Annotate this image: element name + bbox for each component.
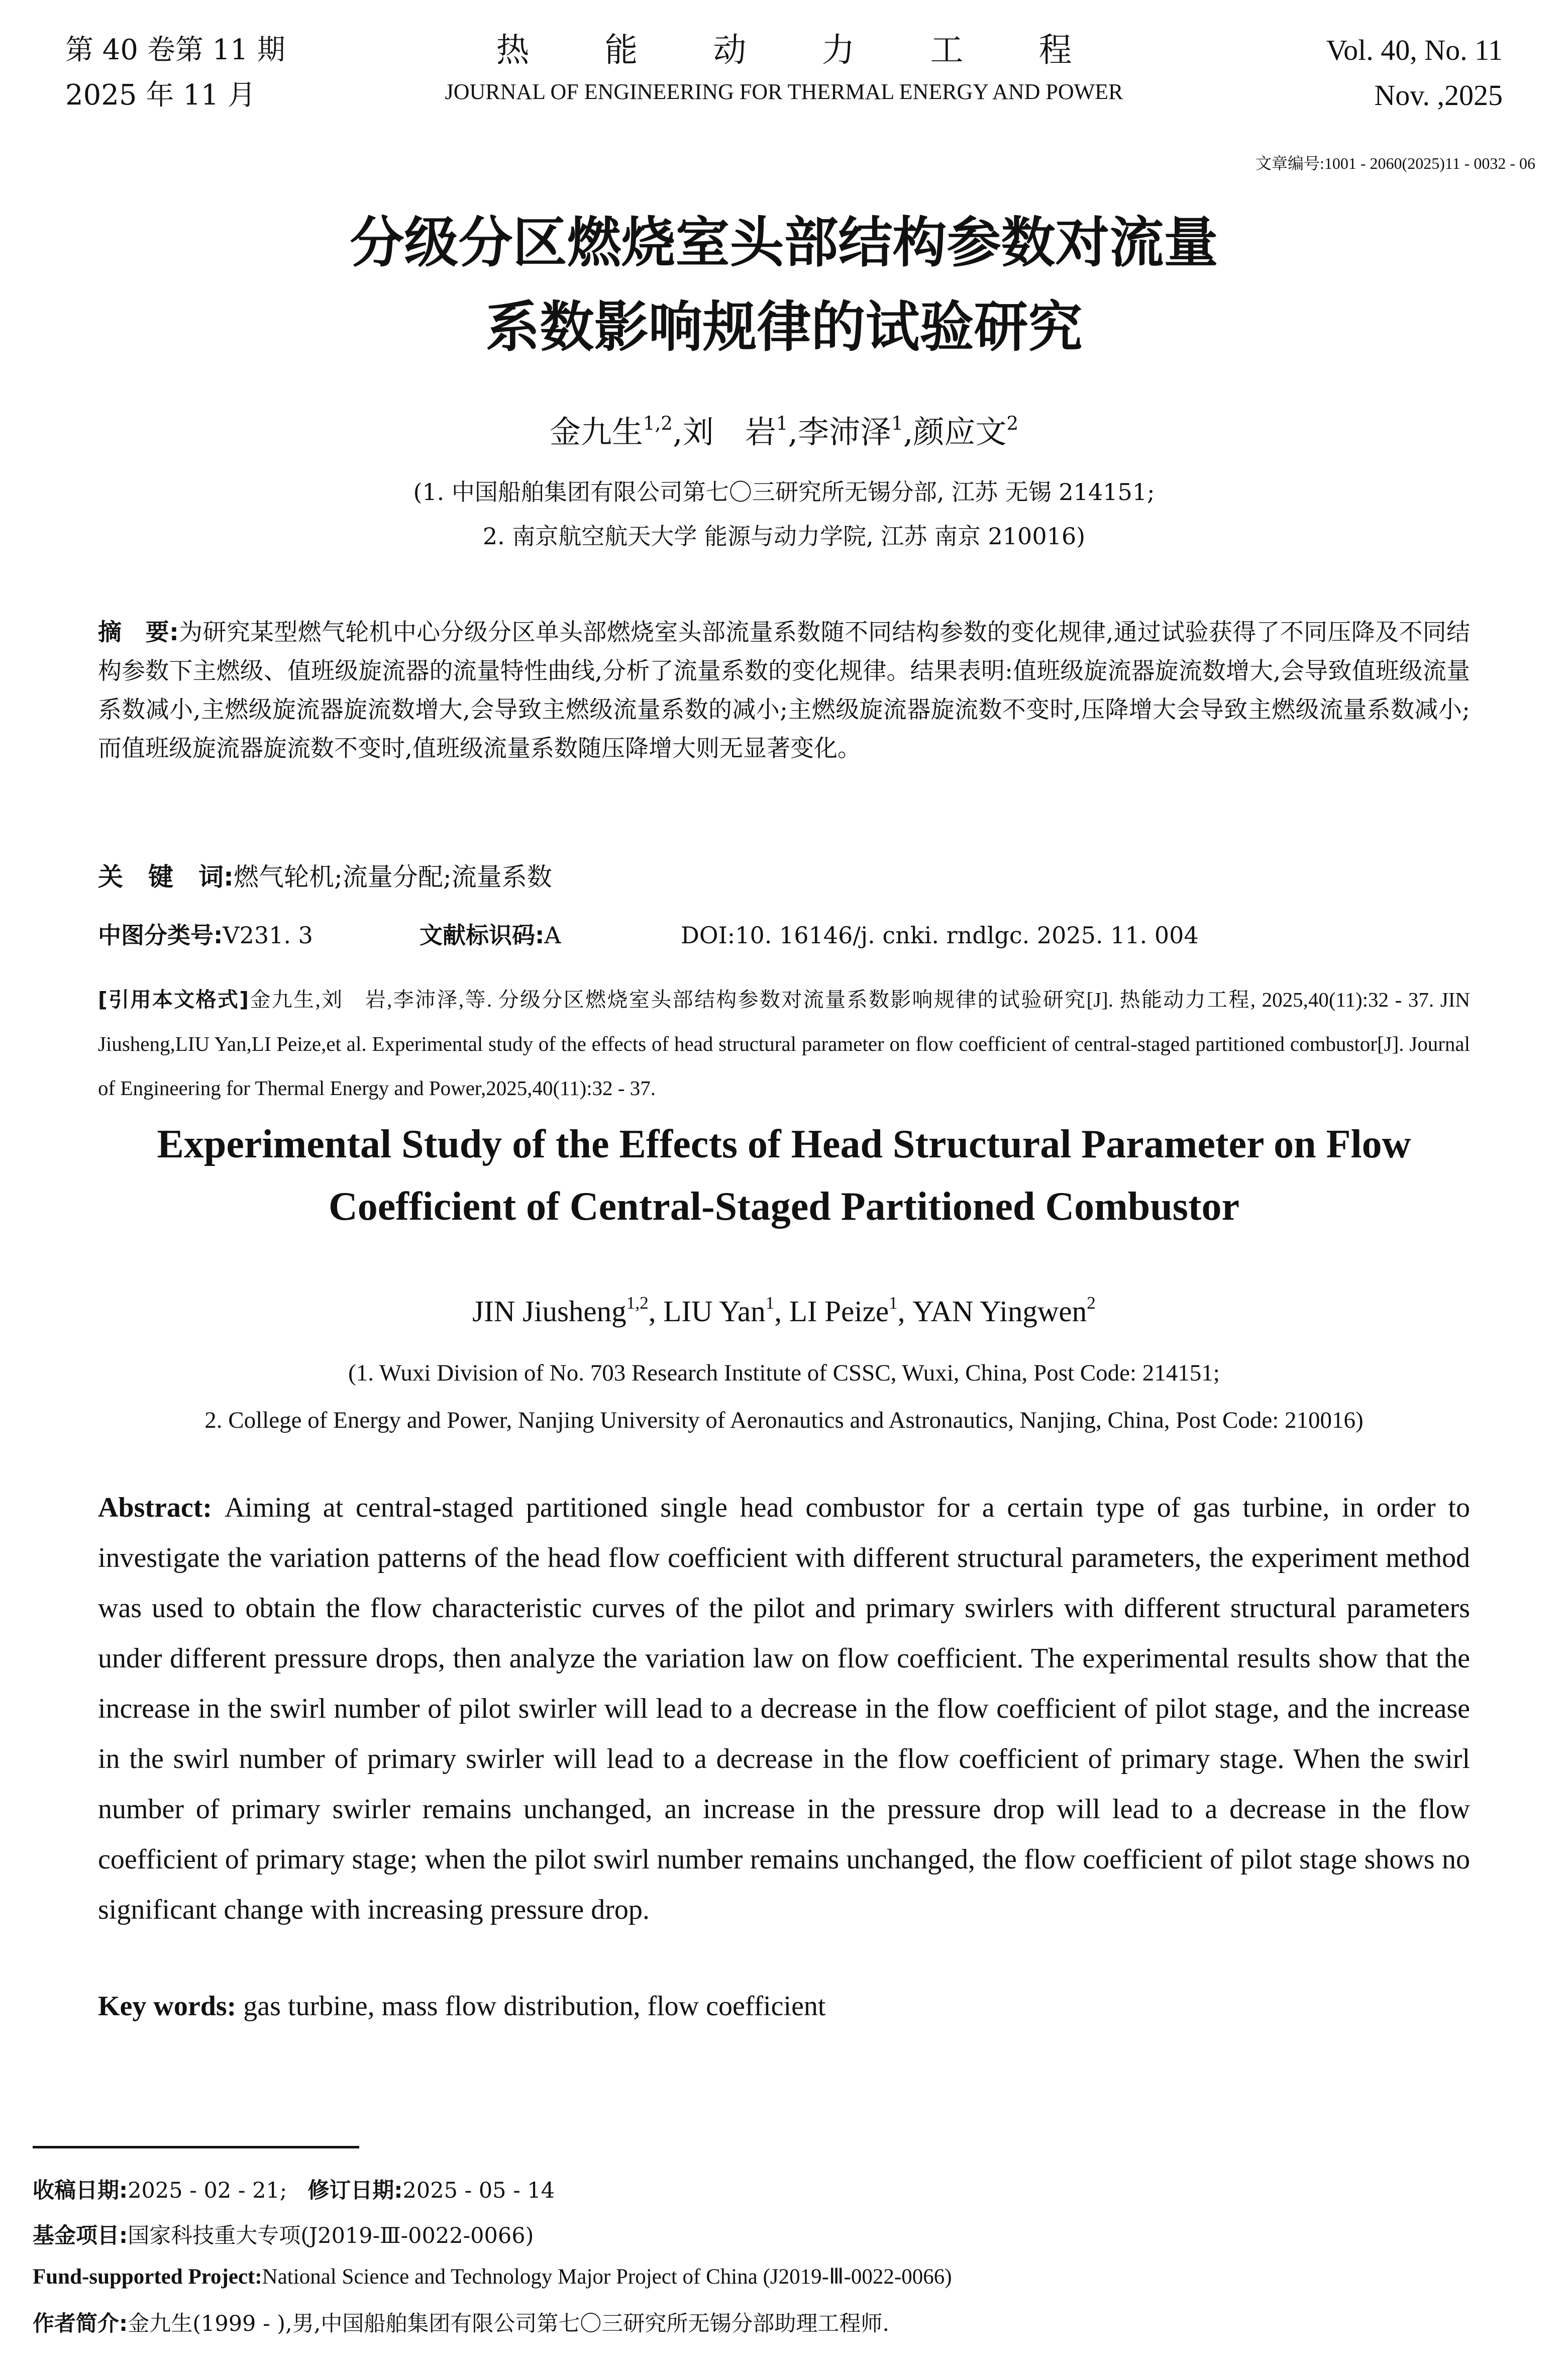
cn-title-line: 分级分区燃烧室头部结构参数对流量: [350, 212, 1218, 274]
footnote-divider: [33, 2146, 359, 2148]
en-author-list: JIN Jiusheng$^{1,2}$, LIU Yan$^1$, LI Peize$^1$, YAN Yingwen$^2$: [472, 1293, 1096, 1328]
journal-header: [65, 23, 1503, 123]
cn-author: 刘 岩: [682, 414, 776, 450]
cn-keywords-text: 燃气轮机;流量分配;流量系数: [234, 862, 552, 892]
cn-author: 颜应文: [913, 414, 1007, 450]
en-author: YAN Yingwen: [912, 1295, 1087, 1328]
classification-line: [98, 917, 1470, 950]
footnote-fund-en: [33, 2264, 1535, 2289]
en-affiliation: (1. Wuxi Division of No. 703 Research Institute of CSSC, Wuxi, China, Post Code: 214151;: [348, 1360, 1220, 1386]
en-title: [0, 1113, 1568, 1238]
en-keywords-label: Key words:: [98, 1991, 237, 2022]
clc-label: 中图分类号:: [98, 922, 223, 949]
author-bio-value: 金九生(1999 - ),男,中国船舶集团有限公司第七〇三研究所无锡分部助理工程师.: [128, 2311, 890, 2336]
header-center: [65, 28, 1503, 111]
en-abstract: [98, 1483, 1470, 1935]
date-en: Nov. ,2025: [1374, 79, 1503, 112]
doc-code-value: A: [544, 922, 561, 949]
en-author: LIU Yan: [663, 1295, 766, 1328]
volume-issue-en: Vol. 40, No. 11: [1326, 34, 1503, 66]
affiliation-mark: 1: [776, 412, 788, 434]
clc-value: V231. 3: [223, 922, 313, 949]
cn-abstract: [98, 613, 1470, 768]
en-author: JIN Jiusheng: [472, 1295, 626, 1328]
fund-en-label: Fund-supported Project:: [33, 2265, 262, 2289]
author-bio-label: 作者简介:: [33, 2311, 128, 2336]
fund-cn-value: 国家科技重大专项(J2019-Ⅲ-0022-0066): [128, 2223, 534, 2248]
citation-format: [98, 977, 1470, 1110]
en-keywords-text: gas turbine, mass flow distribution, flow coefficient: [243, 1991, 826, 2022]
affiliation-mark: 1,2: [643, 412, 673, 434]
journal-name-cn: 热能动力工程: [496, 31, 1147, 69]
revised-label: 修订日期:: [307, 2178, 403, 2203]
affiliation-mark: 1: [889, 1293, 898, 1313]
header-right: [1326, 28, 1503, 118]
cn-keywords-label: 关 键 词:: [98, 862, 234, 892]
footnote-author-bio: [33, 2307, 1535, 2337]
affiliation-mark: 2: [1006, 412, 1019, 434]
article-number: 文章编号:1001 - 2060(2025)11 - 0032 - 06: [1256, 154, 1535, 172]
fund-en-value: National Science and Technology Major Project of China (J2019-Ⅲ-0022-0066): [262, 2265, 952, 2289]
en-abstract-text: Aiming at central-staged partitioned single head combustor for a certain type of gas turbine, in order to investigate the variation patterns of the head flow coefficient with different structural parameters, the experiment method was used to obtain the flow characteristic curves of the pilot and primary swirlers with different structural parameters under different pressure drops, then analyze the variation law on flow coefficient. The experimental results show that the increase in the swirl number of pilot swirler will lead to a decrease in the flow coefficient of pilot stage, and the increase in the swirl number of primary swirler will lead to a decrease in the flow coefficient of primary stage. When the swirl number of primary swirler remains unchanged, an increase in the pressure drop will lead to a decrease in the flow coefficient of primary stage; when the pilot swirl number remains unchanged, the flow coefficient of pilot stage shows no significant change with increasing pressure drop.: [98, 1492, 1470, 1925]
footnote-dates: [33, 2174, 1535, 2204]
affiliation-mark: 1,2: [626, 1293, 649, 1313]
affiliation-mark: 1: [765, 1293, 775, 1313]
doi: DOI:10. 16146/j. cnki. rndlgc. 2025. 11. 004: [681, 922, 1199, 949]
fund-cn-label: 基金项目:: [33, 2223, 128, 2248]
doc-code-label: 文献标识码:: [420, 922, 545, 949]
cn-author: 金九生: [549, 414, 643, 450]
revised-date: 2025 - 05 - 14: [402, 2178, 555, 2203]
cn-author-list: 金九生$^{1,2}$,刘 岩$^1$,李沛泽$^1$,颜应文$^2$: [549, 412, 1019, 450]
received-date: 2025 - 02 - 21;: [128, 2178, 287, 2203]
en-affiliations: [0, 1349, 1568, 1444]
en-abstract-label: Abstract:: [98, 1492, 213, 1523]
affiliation-mark: 1: [891, 412, 903, 434]
journal-name-en: JOURNAL OF ENGINEERING FOR THERMAL ENERGY AND POWER: [445, 79, 1123, 104]
cn-keywords: [98, 857, 552, 893]
cn-affiliation: (1. 中国船舶集团有限公司第七〇三研究所无锡分部, 江苏 无锡 214151;: [413, 478, 1155, 506]
en-author: LI Peize: [789, 1295, 889, 1328]
date-cn: 2025 年 11 月: [65, 79, 256, 112]
cn-title: [0, 201, 1568, 370]
citation-label: [引用本文格式]: [98, 988, 249, 1012]
received-label: 收稿日期:: [33, 2178, 128, 2203]
en-title-line: Coefficient of Central-Staged Partitioned Combustor: [328, 1185, 1239, 1229]
en-title-line: Experimental Study of the Effects of Head Structural Parameter on Flow: [157, 1122, 1411, 1166]
cn-title-line: 系数影响规律的试验研究: [485, 296, 1083, 359]
cn-abstract-label: 摘 要:: [98, 619, 179, 646]
affiliation-mark: 2: [1087, 1293, 1096, 1313]
cn-affiliations: [0, 470, 1568, 558]
citation-text: 金九生,刘 岩,李沛泽,等. 分级分区燃烧室头部结构参数对流量系数影响规律的试验研究[J]. 热能动力工程, 2025,40(11):32 - 37. JIN Jiusheng,LIU Yan,LI Peize,et al. Experimental study of the effects of head structural parameter on flow coefficient of central-staged partitioned combustor[J]. Journal of Engineering for Thermal Energy and Power,2025,40(11):32 - 37.: [98, 988, 1470, 1100]
cn-affiliation: 2. 南京航空航天大学 能源与动力学院, 江苏 南京 210016): [482, 523, 1086, 550]
en-keywords: [98, 1990, 825, 2022]
cn-abstract-text: 为研究某型燃气轮机中心分级分区单头部燃烧室头部流量系数随不同结构参数的变化规律,通过试验获得了不同压降及不同结构参数下主燃级、值班级旋流器的流量特性曲线,分析了流量系数的变化规律。结果表明:值班级旋流器旋流数增大,会导致值班级流量系数减小,主燃级旋流器旋流数增大,会导致主燃级流量系数的减小;主燃级旋流器旋流数不变时,压降增大会导致主燃级流量系数减小;而值班级旋流器旋流数不变时,值班级流量系数随压降增大则无显著变化。: [98, 619, 1471, 762]
volume-issue-cn: 第 40 卷第 11 期: [65, 34, 285, 66]
footnote-fund-cn: [33, 2219, 1535, 2249]
en-affiliation: 2. College of Energy and Power, Nanjing University of Aeronautics and Astronautics, Nanjing, China, Post Code: 210016): [204, 1407, 1364, 1433]
cn-author: 李沛泽: [798, 414, 892, 450]
